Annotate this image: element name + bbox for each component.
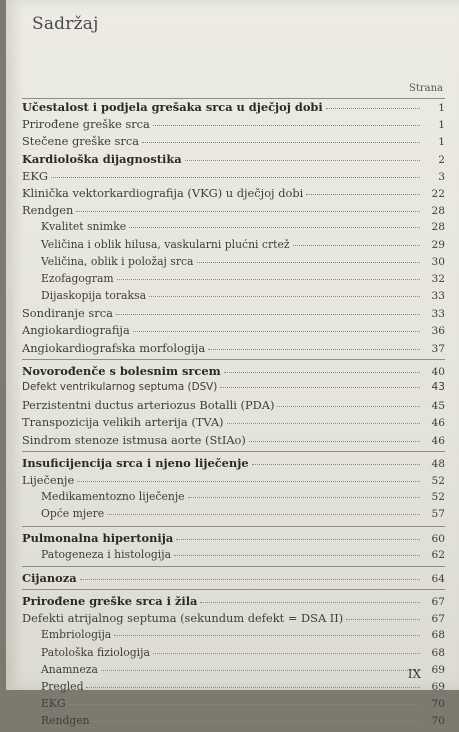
- dot-leader: [129, 227, 420, 228]
- dot-leader: [114, 635, 420, 636]
- toc-entry: [22, 117, 445, 134]
- toc-entry-label: Veličina i oblik hilusa, vaskularni plućni crtež: [41, 237, 290, 251]
- toc-entry-label: Dijaskopija toraksa: [41, 289, 147, 303]
- dot-leader: [176, 539, 420, 540]
- toc-entry-label: EKG: [22, 168, 48, 183]
- dot-leader: [346, 619, 420, 620]
- column-header-page: Strana: [408, 83, 443, 94]
- toc-entry-label: Transpozicija velikih arterija (TVA): [22, 415, 224, 430]
- toc-entry-label: Medikamentozno liječenje: [41, 490, 185, 504]
- toc-entry-label: Patogeneza i histologija: [41, 547, 172, 561]
- toc-entry-label: Ezofagogram: [41, 271, 114, 285]
- toc-entry-page-number: 1: [438, 102, 445, 114]
- toc-entry-label: Insuficijencija srca i njeno liječenje: [22, 455, 249, 470]
- toc-entry-label: Novorođenče s bolesnim srcem: [22, 363, 221, 378]
- toc-entry: [22, 398, 445, 415]
- dot-leader: [220, 387, 420, 388]
- toc-entry: [22, 134, 445, 151]
- dot-leader: [185, 160, 420, 161]
- section-divider: [22, 98, 445, 99]
- dot-leader: [76, 211, 420, 212]
- toc-entry-label: Angiokardiografija: [22, 323, 130, 338]
- toc-entry-page-number: 52: [431, 491, 445, 504]
- toc-entry-page-number: 1: [438, 136, 445, 149]
- dot-leader: [116, 314, 420, 315]
- toc-entry-label: Perzistentni ductus arteriozus Botalli (PDA): [22, 398, 275, 413]
- table-of-contents: [22, 97, 445, 732]
- toc-entry-page-number: 1: [438, 119, 445, 132]
- section-divider: [22, 566, 445, 567]
- toc-entry-label: Rendgen: [41, 714, 90, 728]
- toc-entry-page-number: 29: [431, 238, 445, 251]
- toc-entry-page-number: 37: [431, 342, 445, 355]
- toc-entry-label: Defekt ventrikularnog septuma (DSV): [22, 381, 218, 393]
- toc-entry: [22, 203, 445, 220]
- toc-entry-label: Rendgen: [22, 203, 74, 218]
- dot-leader: [174, 555, 420, 556]
- toc-entry-page-number: 68: [431, 646, 445, 659]
- toc-entry-page-number: 22: [431, 187, 445, 200]
- section-divider: [22, 589, 445, 590]
- toc-entry-page-number: 40: [431, 365, 445, 378]
- toc-entry-page-number: 30: [431, 255, 445, 268]
- toc-entry-page-number: 3: [438, 170, 445, 183]
- toc-entry-label: Defekti atrijalnog septuma (sekundum defekt = DSA II): [22, 611, 344, 626]
- toc-entry: [22, 186, 445, 203]
- toc-entry-label: Cijanoza: [22, 570, 77, 585]
- dot-leader: [117, 279, 420, 280]
- toc-entry: [22, 456, 445, 473]
- toc-entry-page-number: 68: [431, 629, 445, 642]
- dot-leader: [133, 331, 420, 332]
- dot-leader: [252, 464, 420, 465]
- dot-leader: [101, 670, 420, 671]
- section-divider: [22, 526, 445, 527]
- toc-entry-page-number: 45: [431, 400, 445, 413]
- toc-entry-page-number: 67: [431, 596, 445, 609]
- toc-entry-page-number: 48: [431, 457, 445, 470]
- toc-entry-label: Patološka fiziologija: [41, 645, 150, 659]
- toc-entry: [22, 663, 445, 680]
- toc-entry-page-number: 69: [431, 663, 445, 676]
- toc-entry: [22, 646, 445, 663]
- toc-entry: [22, 531, 445, 548]
- toc-entry-page-number: 57: [431, 508, 445, 521]
- toc-entry-page-number: 70: [431, 715, 445, 728]
- toc-entry: [22, 714, 445, 731]
- toc-entry: [22, 289, 445, 306]
- dot-leader: [224, 372, 420, 373]
- toc-entry-label: Liječenje: [22, 472, 75, 487]
- dot-leader: [153, 653, 420, 654]
- toc-entry-label: Klinička vektorkardiografija (VKG) u dječjoj dobi: [22, 185, 304, 200]
- dot-leader: [51, 177, 420, 178]
- toc-entry-page-number: 62: [431, 548, 445, 561]
- toc-entry: [22, 433, 445, 450]
- dot-leader: [77, 481, 420, 482]
- toc-entry: [22, 152, 445, 169]
- dot-leader: [208, 349, 420, 350]
- toc-entry: [22, 571, 445, 588]
- toc-entry: [22, 507, 445, 524]
- page-title: Sadržaj: [32, 14, 99, 34]
- toc-entry: [22, 272, 445, 289]
- toc-entry-label: Pregled: [41, 680, 84, 693]
- toc-entry-label: Učestalost i podjela grešaka srca u dječjoj dobi: [22, 100, 323, 114]
- dot-leader: [107, 514, 420, 515]
- toc-entry: [22, 364, 445, 381]
- toc-entry: [22, 548, 445, 565]
- toc-entry-label: Prirođene greške srca: [22, 117, 150, 132]
- toc-entry-page-number: 46: [431, 434, 445, 447]
- toc-entry: [22, 169, 445, 186]
- toc-entry-page-number: 43: [431, 381, 445, 393]
- toc-entry: [22, 255, 445, 272]
- dot-leader: [69, 704, 420, 705]
- toc-entry-page-number: 2: [438, 153, 445, 166]
- toc-entry-label: Embriologija: [41, 628, 112, 642]
- toc-entry-page-number: 70: [431, 698, 445, 711]
- dot-leader: [188, 497, 420, 498]
- toc-entry: [22, 238, 445, 255]
- dot-leader: [153, 125, 420, 126]
- toc-entry: [22, 628, 445, 645]
- toc-entry-label: Pulmonalna hipertonija: [22, 530, 174, 545]
- toc-entry-page-number: 32: [431, 272, 445, 285]
- toc-entry-label: Stečene greške srca: [22, 134, 139, 149]
- dot-leader: [293, 245, 420, 246]
- toc-entry-page-number: 67: [431, 613, 445, 626]
- toc-entry: [22, 323, 445, 340]
- dot-leader: [142, 142, 420, 143]
- toc-entry: [22, 220, 445, 237]
- toc-entry-label: Opće mjere: [41, 507, 105, 521]
- toc-entry: [22, 594, 445, 611]
- dot-leader: [277, 406, 420, 407]
- toc-entry-label: Prirođene greške srca i žila: [22, 594, 198, 609]
- toc-entry-page-number: 28: [431, 221, 445, 234]
- dot-leader: [86, 687, 420, 688]
- toc-entry: [22, 490, 445, 507]
- toc-entry-label: Kardiološka dijagnostika: [22, 151, 182, 166]
- toc-entry-page-number: 64: [431, 572, 445, 585]
- toc-entry-label: Sindrom stenoze istmusa aorte (StIAo): [22, 432, 246, 447]
- page-folio: IX: [407, 667, 421, 681]
- toc-entry-label: Kvalitet snimke: [41, 220, 127, 234]
- toc-entry-page-number: 60: [431, 532, 445, 545]
- toc-entry-page-number: 33: [431, 308, 445, 321]
- toc-entry: [22, 697, 445, 714]
- toc-entry-label: EKG: [41, 697, 66, 711]
- toc-entry-label: Veličina, oblik i položaj srca: [41, 254, 194, 268]
- section-divider: [22, 451, 445, 452]
- toc-entry: [22, 100, 445, 117]
- dot-leader: [326, 108, 420, 109]
- book-page: [6, 0, 459, 728]
- toc-entry-page-number: 52: [431, 474, 445, 487]
- toc-entry-page-number: 36: [431, 325, 445, 338]
- toc-entry: [22, 415, 445, 432]
- toc-entry: [22, 611, 445, 628]
- dot-leader: [306, 194, 420, 195]
- toc-entry: [22, 341, 445, 358]
- toc-entry-page-number: 28: [431, 205, 445, 218]
- dot-leader: [249, 441, 420, 442]
- toc-entry-page-number: 33: [431, 290, 445, 303]
- toc-entry-label: Anamneza: [41, 662, 98, 676]
- dot-leader: [93, 721, 420, 722]
- dot-leader: [149, 296, 420, 297]
- dot-leader: [200, 602, 420, 603]
- toc-entry-page-number: 69: [431, 681, 445, 693]
- toc-entry-label: Angiokardiografska morfologija: [22, 340, 206, 355]
- toc-entry: [22, 680, 445, 697]
- dot-leader: [227, 423, 421, 424]
- toc-entry: [22, 306, 445, 323]
- toc-entry-page-number: 46: [431, 417, 445, 430]
- dot-leader: [80, 579, 420, 580]
- section-divider: [22, 359, 445, 360]
- toc-entry-label: Sondiranje srca: [22, 306, 113, 321]
- dot-leader: [197, 262, 421, 263]
- toc-entry: [22, 381, 445, 398]
- toc-entry: [22, 473, 445, 490]
